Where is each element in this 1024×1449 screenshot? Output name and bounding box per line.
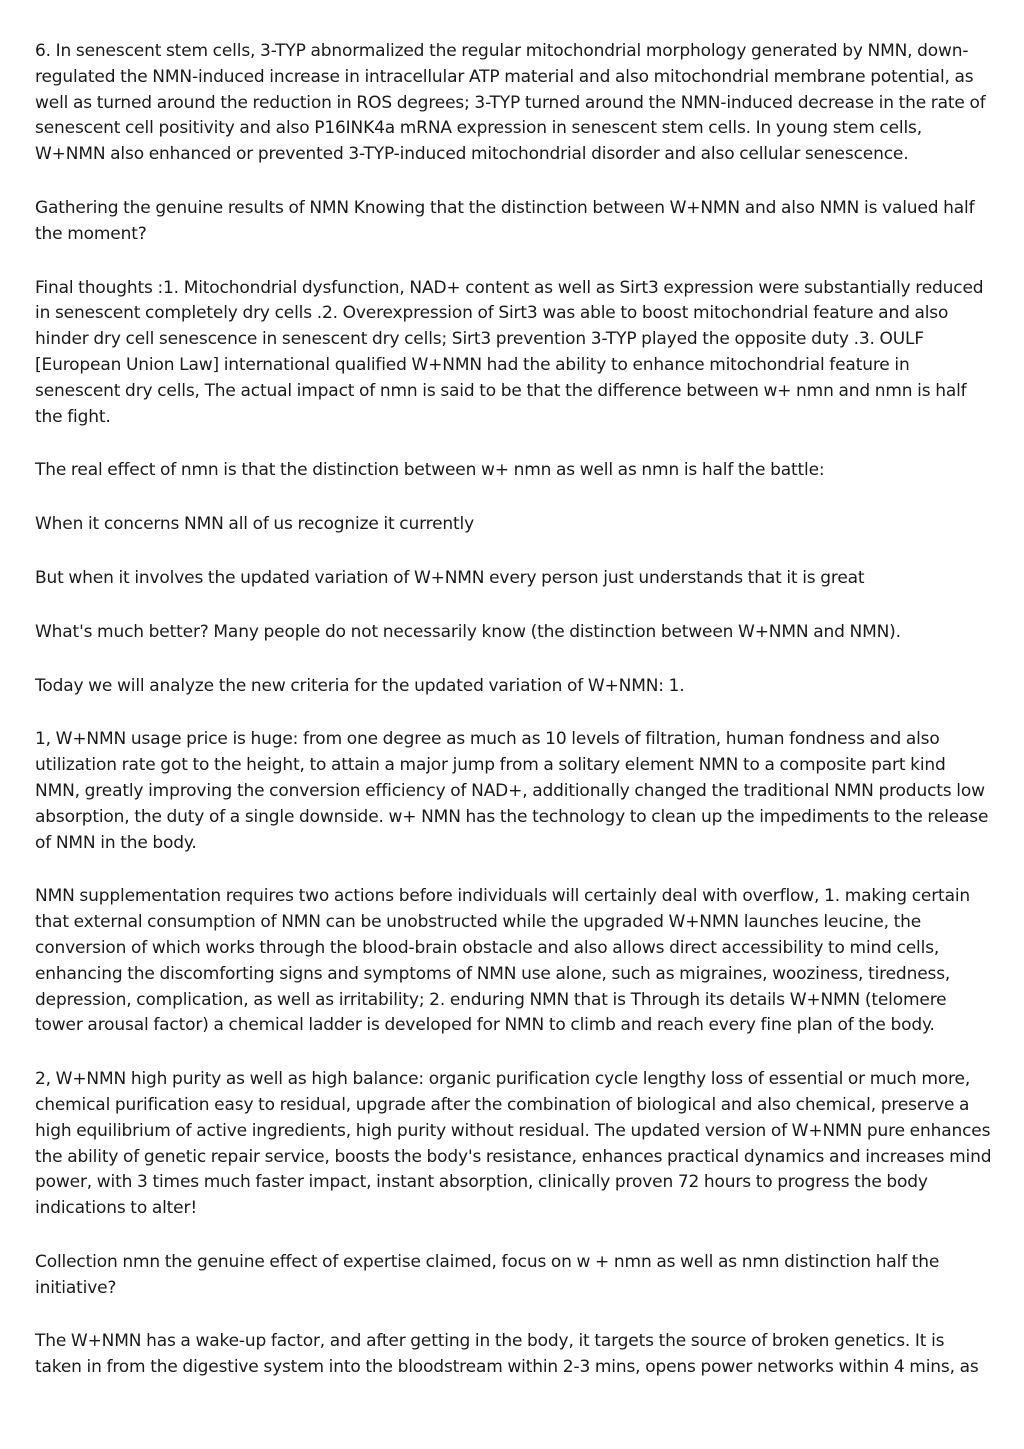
paragraph-wake-up-factor: The W+NMN has a wake-up factor, and after getting in the body, it targets the source of broken genetics. It is taken in from the digestive system into the bloodstream within 2-3 mins, opens power networks within 4 mins, as — [35, 1331, 979, 1378]
paragraph-final-thoughts: Final thoughts :1. Mitochondrial dysfunction, NAD+ content as well as Sirt3 expression were substantially reduced in senescent completely dry cells .2. Overexpression of Sirt3 was able to boost mitochondrial feature and also hinder dry cell senescence in senescent dry cells; Sirt3 prevention 3-TYP played the opposite duty .3. OULF [European Union Law] international qualified W+NMN had the ability to enhance mitochondrial feature in senescent dry cells, The actual impact of nmn is said to be that the difference between w+ nmn and nmn is half the fight. — [35, 277, 984, 427]
paragraph-updated-variation: But when it involves the updated variation of W+NMN every person just understands that it is great — [35, 567, 865, 588]
paragraph-gathering-results: Gathering the genuine results of NMN Knowing that the distinction between W+NMN and also NMN is valued half the moment? — [35, 197, 975, 244]
paragraph-collection-nmn: Collection nmn the genuine effect of expertise claimed, focus on w + nmn as well as nmn distinction half the initiative? — [35, 1251, 940, 1298]
paragraph-much-better: What's much better? Many people do not necessarily know (the distinction between W+NMN and NMN). — [35, 621, 901, 642]
paragraph-new-criteria: Today we will analyze the new criteria for the updated variation of W+NMN: 1. — [35, 675, 685, 696]
paragraph-usage-price: 1, W+NMN usage price is huge: from one degree as much as 10 levels of filtration, human fondness and also utilization rate got to the height, to attain a major jump from a solitary element NMN to a composite part kind NMN, greatly improving the conversion efficiency of NAD+, additionally changed the traditional NMN products low absorption, the duty of a single downside. w+ NMN has the technology to clean up the impediments to the release of NMN in the body. — [35, 729, 989, 853]
paragraph-supplementation: NMN supplementation requires two actions before individuals will certainly deal with overflow, 1. making certain that external consumption of NMN can be unobstructed while the upgraded W+NMN launches leucine, the conversion of which works through the blood-brain obstacle and also allows direct accessibility to mind cells, enhancing the discomforting signs and symptoms of NMN use alone, such as migraines, wooziness, tiredness, depression, complication, as well as irritability; 2. enduring NMN that is Through its details W+NMN (telomere tower arousal factor) a chemical ladder is developed for NMN to climb and reach every fine plan of the body. — [35, 886, 971, 1036]
document-body — [35, 39, 995, 1409]
paragraph-high-purity: 2, W+NMN high purity as well as high balance: organic purification cycle lengthy loss of essential or much more, chemical purification easy to residual, upgrade after the combination of biological and also chemical, preserve a high equilibrium of active ingredients, high purity without residual. The updated version of W+NMN pure enhances the ability of genetic repair service, boosts the body's resistance, enhances practical dynamics and increases mind power, with 3 times much faster impact, instant absorption, clinically proven 72 hours to progress the body indications to alter! — [35, 1069, 992, 1219]
paragraph-real-effect: The real effect of nmn is that the distinction between w+ nmn as well as nmn is half the battle: — [35, 460, 825, 481]
paragraph-senescent-stem-cells: 6. In senescent stem cells, 3-TYP abnormalized the regular mitochondrial morphology generated by NMN, down-regulated the NMN-induced increase in intracellular ATP material and also mitochondrial membrane potential, as well as turned around the reduction in ROS degrees; 3-TYP turned around the NMN-induced decrease in the rate of senescent cell positivity and also P16INK4a mRNA expression in senescent stem cells. In young stem cells, W+NMN also enhanced or prevented 3-TYP-induced mitochondrial disorder and also cellular senescence. — [35, 41, 986, 165]
paragraph-nmn-recognize: When it concerns NMN all of us recognize it currently — [35, 514, 475, 535]
